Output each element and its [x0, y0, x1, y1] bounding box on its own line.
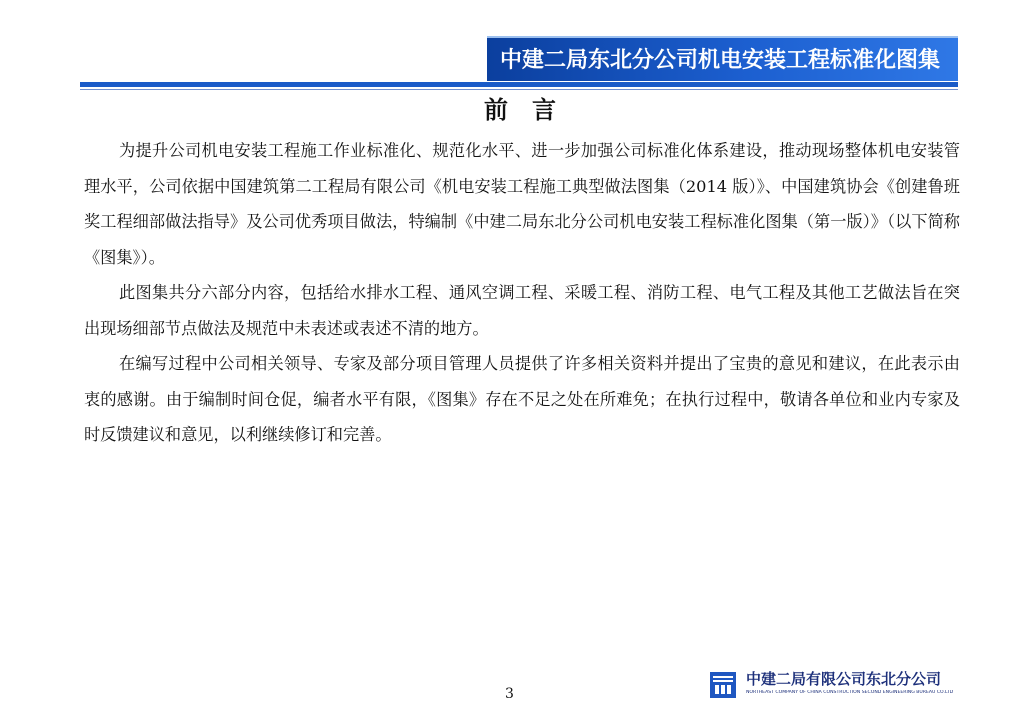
preface-body — [84, 133, 960, 453]
page-number: 3 — [505, 686, 514, 702]
header-divider-thin — [80, 89, 958, 90]
paragraph: 在编写过程中公司相关领导、专家及部分项目管理人员提供了许多相关资料并提出了宝贵的意见和建议，在此表示由衷的感谢。由于编制时间仓促，编者水平有限，《图集》存在不足之处在所难免；在执行过程中，敬请各单位和业内专家及时反馈建议和意见，以利继续修订和完善。 — [84, 354, 960, 444]
page-title: 前言 — [484, 96, 580, 124]
header-title: 中建二局东北分公司机电安装工程标准化图集 — [500, 48, 941, 73]
footer-company-name-en: NORTHEAST COMPANY OF CHINA CONSTRUCTION SECOND ENGINEERING BUREAU CO.LTD — [746, 690, 954, 695]
paragraph: 此图集共分六部分内容，包括给水排水工程、通风空调工程、采暖工程、消防工程、电气工程及其他工艺做法旨在突出现场细部节点做法及规范中未表述或表述不清的地方。 — [84, 283, 960, 338]
header-divider — [80, 82, 958, 87]
cscec-logo-icon — [710, 672, 736, 698]
footer-company-name: 中建二局有限公司东北分公司 — [746, 670, 942, 688]
paragraph: 为提升公司机电安装工程施工作业标准化、规范化水平、进一步加强公司标准化体系建设，推动现场整体机电安装管理水平，公司依据中国建筑第二工程局有限公司《机电安装工程施工典型做法图集（2014 版）》、中国建筑协会《创建鲁班奖工程细部做法指导》及公司优秀项目做法，特编制《中建二局东北分公司机电安装工程标准化图集（第一版）》（以下简称《图集》）。 — [84, 141, 960, 267]
footer-logo — [710, 670, 970, 700]
